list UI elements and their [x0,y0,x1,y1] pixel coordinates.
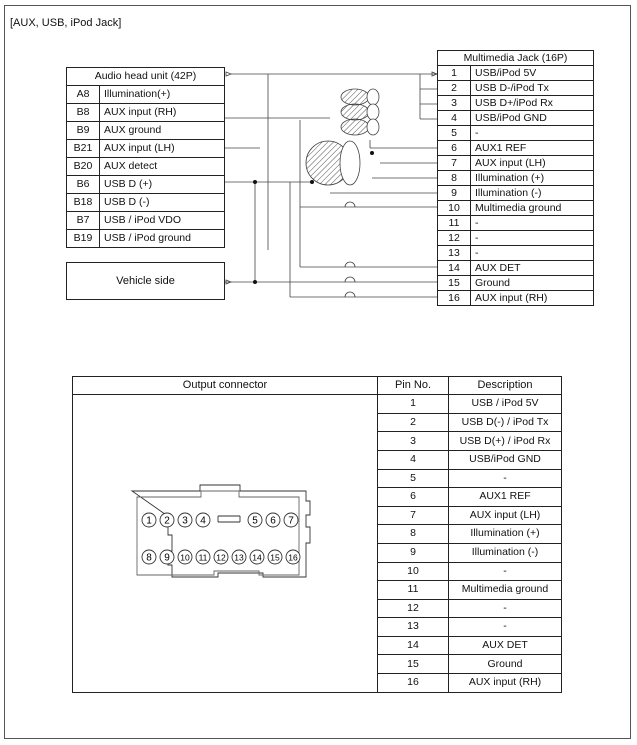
pin-number: 4 [378,451,449,470]
table-row [438,246,594,261]
pin-description: USB/iPod GND [449,451,562,470]
pin-code: B8 [67,104,100,122]
table-row [67,212,225,230]
connector-pin-label: 15 [270,552,280,563]
table-row [438,261,594,276]
table-row [67,104,225,122]
pin-label: USB / iPod VDO [100,212,225,230]
pin-number: 13 [438,246,471,261]
output-connector-header: Output connector [73,377,378,395]
table-row [438,81,594,96]
pin-description: AUX input (LH) [449,506,562,525]
pin-description: - [449,618,562,637]
pin-label: - [471,246,594,261]
connector-pin-label: 4 [200,515,206,527]
pin-number: 13 [378,618,449,637]
pin-description: Multimedia ground [449,581,562,600]
vehicle-side-label: Vehicle side [116,275,175,287]
pin-label: AUX input (RH) [100,104,225,122]
pin-number: 2 [438,81,471,96]
connector-pin-label: 12 [216,552,226,563]
connector-pin-label: 3 [182,515,188,527]
pin-label: USB / iPod ground [100,230,225,248]
table-row [67,176,225,194]
pin-code: B6 [67,176,100,194]
table-row [73,395,562,414]
pin-code: B19 [67,230,100,248]
pin-number: 9 [378,543,449,562]
pin-label: Multimedia ground [471,201,594,216]
table-row [438,66,594,81]
pin-label: AUX1 REF [471,141,594,156]
connector-pin-label: 16 [288,552,298,563]
connector-pin-label: 14 [252,552,262,563]
connector-pin-label: 7 [288,515,294,527]
table-row [67,140,225,158]
pin-code: B20 [67,158,100,176]
pin-code: A8 [67,86,100,104]
pin-description: Illumination (+) [449,525,562,544]
pin-number: 9 [438,186,471,201]
pin-label: Ground [471,276,594,291]
pin-number: 10 [378,562,449,581]
pin-label: AUX detect [100,158,225,176]
pin-description: AUX1 REF [449,488,562,507]
multimedia-jack-table [437,50,594,306]
pin-label: USB D+/iPod Rx [471,96,594,111]
table-row [438,96,594,111]
pin-label: USB D (-) [100,194,225,212]
pin-number: 1 [438,66,471,81]
connector-pin-label: 13 [234,552,244,563]
pin-number: 4 [438,111,471,126]
pin-description: Illumination (-) [449,543,562,562]
pin-number: 8 [378,525,449,544]
table-row [67,122,225,140]
connector-face-illustration [77,395,373,685]
pin-label: USB D (+) [100,176,225,194]
pin-description: - [449,469,562,488]
pin-number: 11 [378,581,449,600]
table-row [438,231,594,246]
pin-number: 15 [438,276,471,291]
pin-number: 6 [378,488,449,507]
pin-description: - [449,599,562,618]
pin-number: 6 [438,141,471,156]
pin-number: 16 [438,291,471,306]
connector-pin-label: 8 [146,552,152,564]
table-row [438,141,594,156]
connector-pin-label: 6 [270,515,276,527]
head-unit-title: Audio head unit (42P) [67,68,225,86]
pin-label: Illumination (+) [471,171,594,186]
table-row [67,194,225,212]
pin-number: 11 [438,216,471,231]
pin-number: 12 [438,231,471,246]
pin-no-header: Pin No. [378,377,449,395]
pin-label: AUX input (LH) [471,156,594,171]
pin-label: AUX input (LH) [100,140,225,158]
pin-description: AUX input (RH) [449,673,562,692]
pin-label: USB D-/iPod Tx [471,81,594,96]
table-row [67,158,225,176]
pin-label: USB/iPod GND [471,111,594,126]
pin-number: 5 [378,469,449,488]
pin-number: 7 [378,506,449,525]
table-row [438,186,594,201]
pin-description: - [449,562,562,581]
pin-code: B18 [67,194,100,212]
head-unit-table [66,67,225,248]
vehicle-side-box [66,262,225,300]
table-row [438,156,594,171]
pin-number: 10 [438,201,471,216]
pin-code: B9 [67,122,100,140]
description-header: Description [449,377,562,395]
pin-label: Illumination (-) [471,186,594,201]
pin-number: 16 [378,673,449,692]
pin-label: - [471,126,594,141]
pin-number: 5 [438,126,471,141]
connector-pin-label: 10 [180,552,190,563]
table-row [438,171,594,186]
pin-number: 14 [378,636,449,655]
pin-code: B21 [67,140,100,158]
pin-number: 7 [438,156,471,171]
pin-label: AUX DET [471,261,594,276]
pin-label: Illumination(+) [100,86,225,104]
pin-number: 1 [378,395,449,414]
pin-description: AUX DET [449,636,562,655]
connector-pin-label: 5 [252,515,258,527]
connector-illustration-cell [73,395,378,692]
table-row [438,126,594,141]
table-row [67,230,225,248]
pin-label: - [471,216,594,231]
table-row [67,86,225,104]
connector-pin-label: 2 [164,515,170,527]
pin-description: USB / iPod 5V [449,395,562,414]
connector-pin-label: 11 [198,552,208,563]
table-row [438,201,594,216]
pin-number: 15 [378,655,449,674]
table-row [438,276,594,291]
connector-pin-label: 1 [146,515,152,527]
pin-description: USB D(+) / iPod Rx [449,432,562,451]
pin-number: 12 [378,599,449,618]
table-row [438,291,594,306]
table-row [438,216,594,231]
diagram-heading: [AUX, USB, iPod Jack] [10,17,122,29]
pin-label: AUX ground [100,122,225,140]
pin-label: USB/iPod 5V [471,66,594,81]
multimedia-jack-title: Multimedia Jack (16P) [438,51,594,66]
connector-pin-label: 9 [164,552,170,564]
pin-number: 2 [378,413,449,432]
pin-code: B7 [67,212,100,230]
pin-label: - [471,231,594,246]
pin-number: 14 [438,261,471,276]
table-row [438,111,594,126]
pin-description: Ground [449,655,562,674]
pin-number: 8 [438,171,471,186]
pin-number: 3 [438,96,471,111]
pin-description: USB D(-) / iPod Tx [449,413,562,432]
pin-number: 3 [378,432,449,451]
pin-label: AUX input (RH) [471,291,594,306]
output-connector-table [72,376,562,693]
